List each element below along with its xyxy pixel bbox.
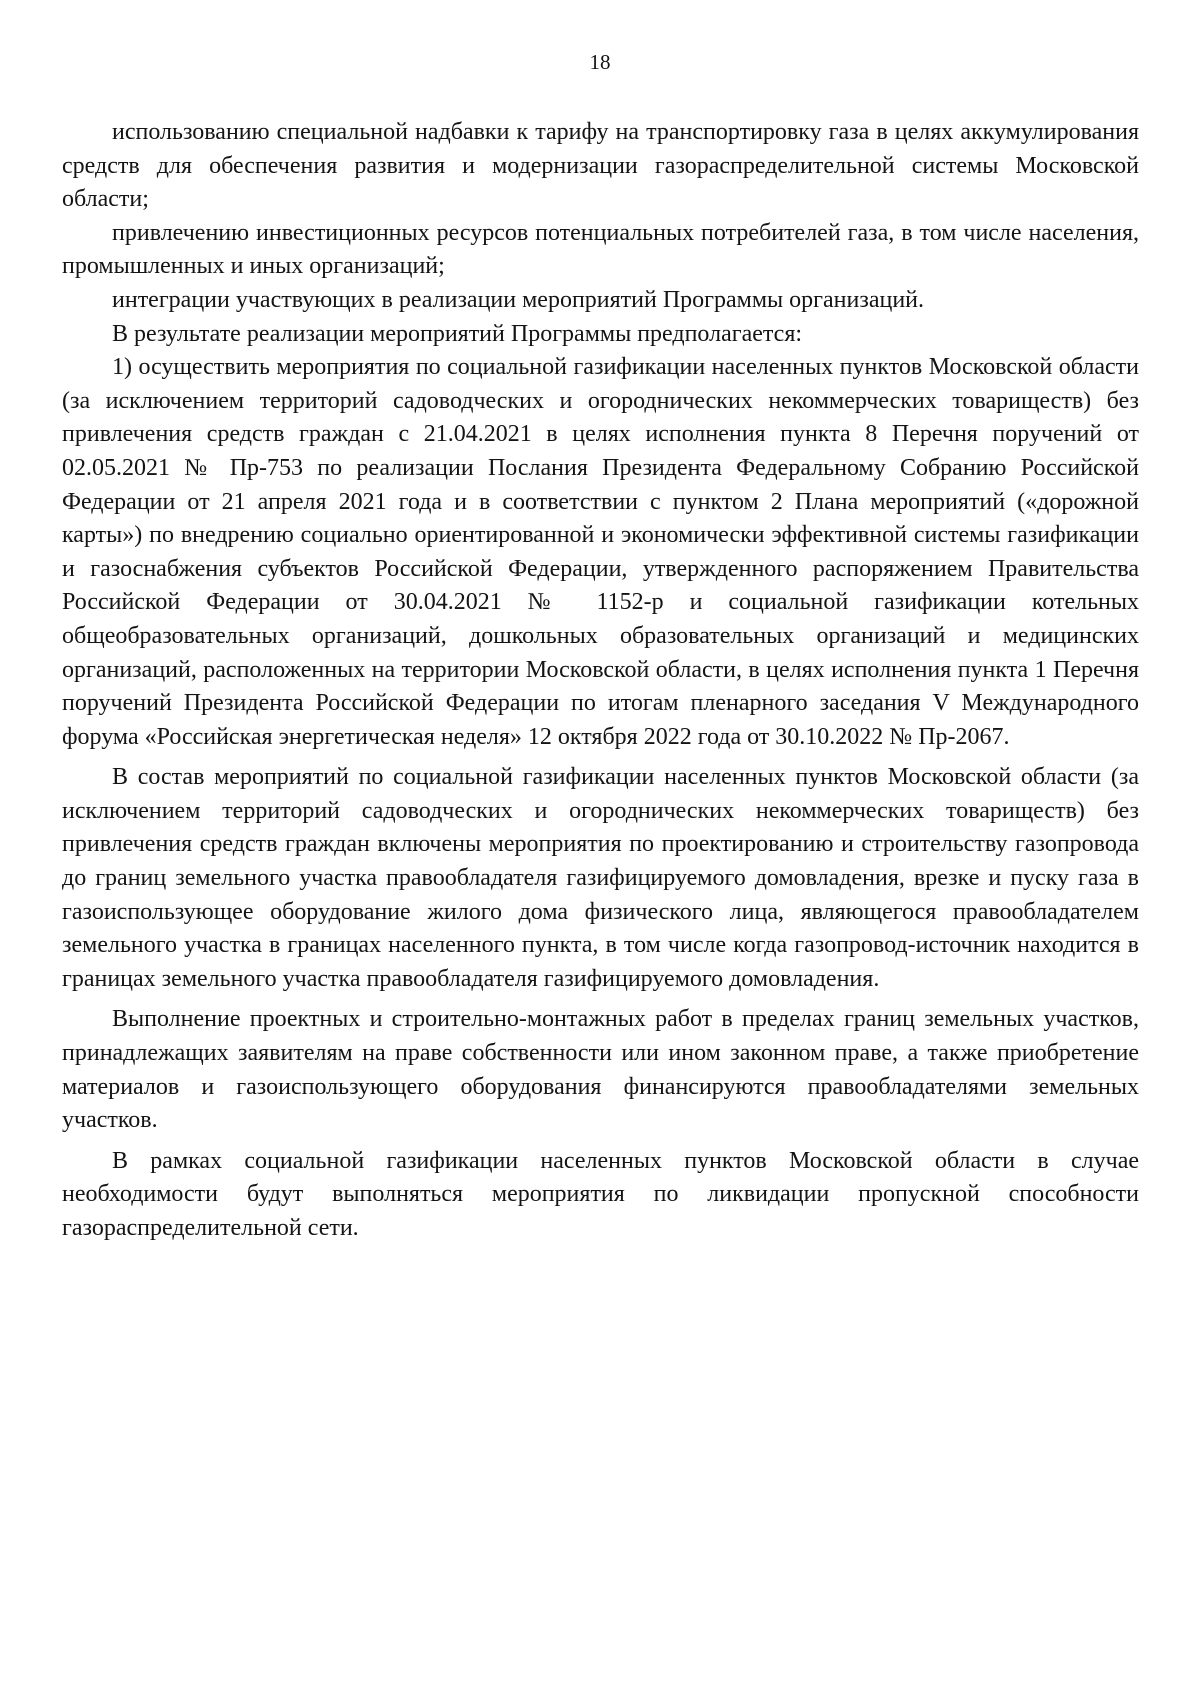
paragraph-expected-results: В результате реализации мероприятий Программы предполагается:	[112, 320, 803, 347]
document-body	[62, 116, 1139, 1246]
paragraph-measures-composition: В состав мероприятий по социальной газификации населенных пунктов Московской области (за исключением территорий садоводческих и огороднических некоммерческих товариществ) без привлечения средств граждан включены мероприятия по проектированию и строительству газопровода до границ земельного участка правообладателя газифицируемого домовладения, врезке и пуску газа в газоиспользующее оборудование жилого дома физического лица, являющегося правообладателем земельного участка в границах населенного пункта, в том числе когда газопровод-источник находится в границах земельного участка правообладателя газифицируемого домовладения.	[62, 764, 1139, 992]
paragraph-special-surcharge: использованию специальной надбавки к тарифу на транспортировку газа в целях аккумулирования средств для обеспечения развития и модернизации газораспределительной системы Московской области;	[62, 119, 1139, 213]
page-number: 18	[589, 50, 611, 74]
paragraph-social-gasification-measures: 1) осуществить мероприятия по социальной газификации населенных пунктов Московской области (за исключением территорий садоводческих и огороднических некоммерческих товариществ) без привлечения средств граждан с 21.04.2021 в целях исполнения пункта 8 Перечня поручений от 02.05.2021 № Пр-753 по реализации Послания Президента Федеральному Собранию Российской Федерации от 21 апреля 2021 года и в соответствии с пунктом 2 Плана мероприятий («дорожной карты») по внедрению социально ориентированной и экономически эффективной системы газификации и газоснабжения субъектов Российской Федерации, утвержденного распоряжением Правительства Российской Федерации от 30.04.2021 № 1152-р и социальной газификации котельных общеобразовательных организаций, дошкольных образовательных организаций и медицинских организаций, расположенных на территории Московской области, в целях исполнения пункта 1 Перечня поручений Президента Российской Федерации по итогам пленарного заседания V Международного форума «Российская энергетическая неделя» 12 октября 2022 года от 30.10.2022 № Пр-2067.	[62, 354, 1139, 750]
paragraph-investment-resources: привлечению инвестиционных ресурсов потенциальных потребителей газа, в том числе населения, промышленных и иных организаций;	[62, 219, 1139, 280]
paragraph-network-capacity: В рамках социальной газификации населенных пунктов Московской области в случае необходимости будут выполняться мероприятия по ликвидации пропускной способности газораспределительной сети.	[62, 1147, 1139, 1241]
paragraph-integration: интеграции участвующих в реализации мероприятий Программы организаций.	[112, 286, 925, 313]
paragraph-works-financing: Выполнение проектных и строительно-монтажных работ в пределах границ земельных участков, принадлежащих заявителям на праве собственности или ином законном праве, а также приобретение материалов и газоиспользующего оборудования финансируются правообладателями земельных участков.	[62, 1006, 1139, 1134]
